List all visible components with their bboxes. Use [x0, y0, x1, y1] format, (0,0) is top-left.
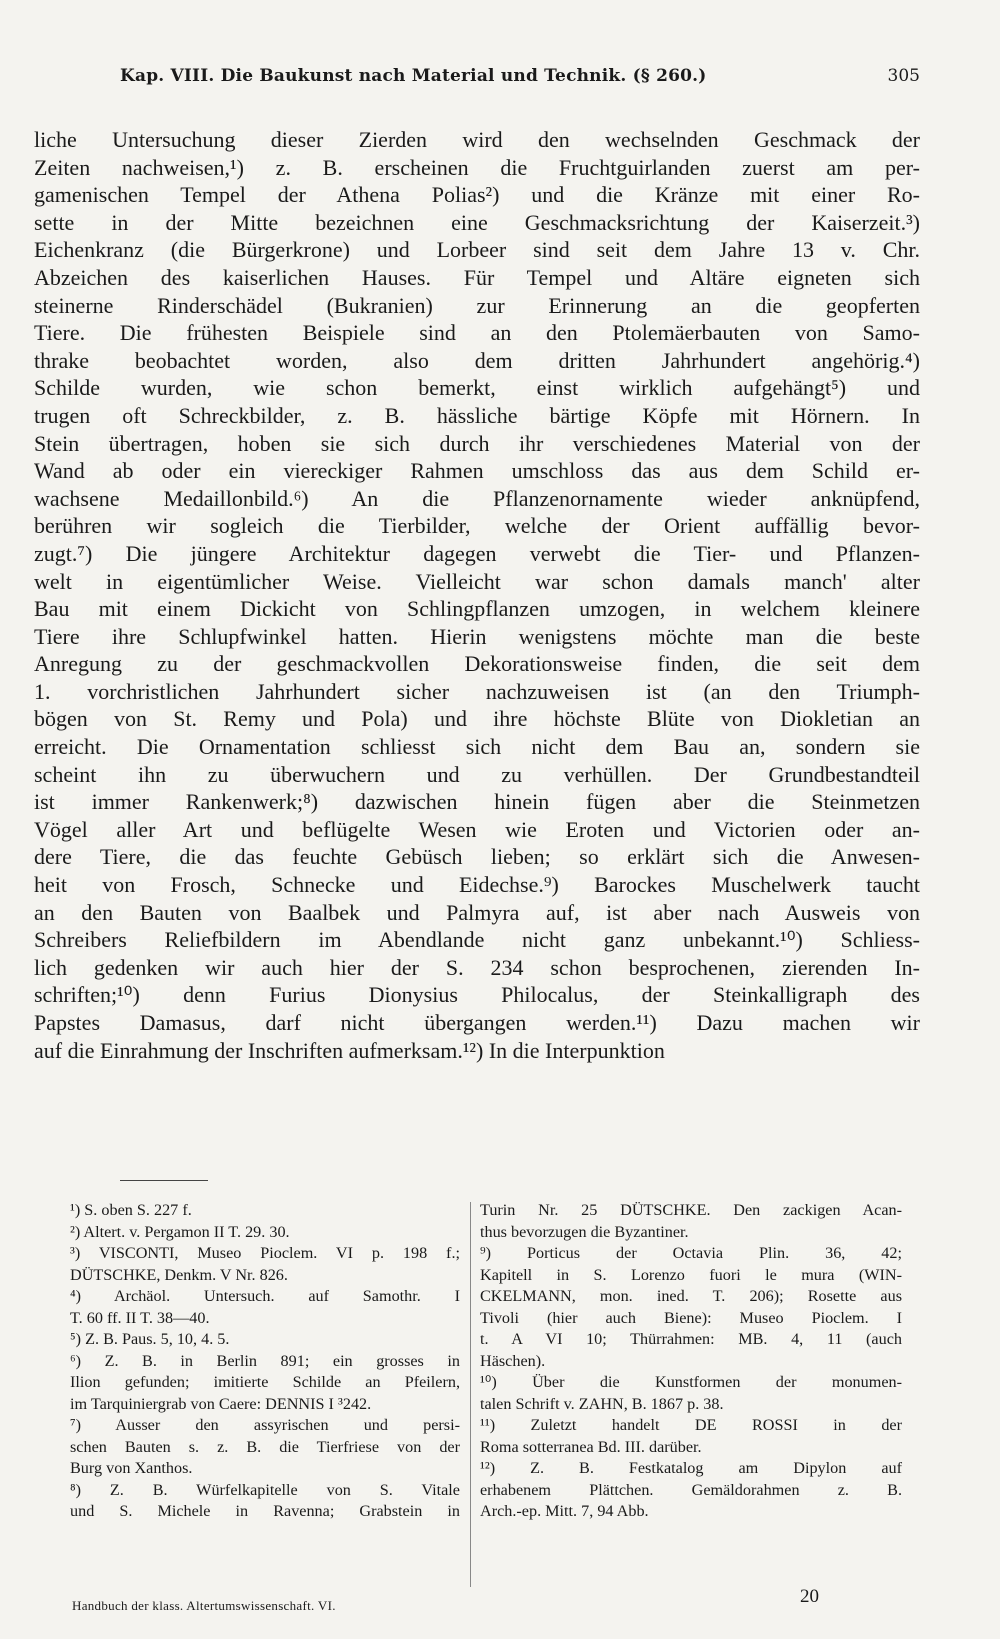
text-line: bögen von St. Remy und Pola) und ihre höchste Blüte von Diokletian an: [34, 706, 920, 732]
text-line: Bau mit einem Dickicht von Schlingpflanzen umzogen, in welchem kleinere: [34, 596, 920, 622]
footnotes-right-column: [480, 1200, 902, 1523]
footnote-line: Roma sotterranea Bd. III. darüber.: [480, 1437, 702, 1456]
text-line: auf die Einrahmung der Inschriften aufmerksam.¹²) In die Interpunktion: [34, 1037, 665, 1063]
text-line: zugt.⁷) Die jüngere Architektur dagegen verwebt die Tier- und Pflanzen-: [34, 540, 920, 566]
footnote-line: ¹) S. oben S. 227 f.: [70, 1201, 192, 1219]
text-line: an den Bauten von Baalbek und Palmyra auf, ist aber nach Ausweis von: [34, 899, 920, 925]
text-line: gamenischen Tempel der Athena Polias²) und die Kränze mit einer Ro-: [34, 182, 920, 208]
text-line: Schilde wurden, wie schon bemerkt, einst wirklich aufgehängt⁵) und: [34, 375, 920, 401]
footnote-line: Tivoli (hier auch Biene): Museo Pioclem. I: [480, 1308, 902, 1327]
footnote-line: ¹⁰) Über die Kunstformen der monumen-: [480, 1373, 902, 1391]
footnote-line: T. 60 ff. II T. 38—40.: [70, 1308, 210, 1327]
footnote-line: Häschen).: [480, 1351, 546, 1370]
footnote-line: Turin Nr. 25 DÜTSCHKE. Den zackigen Acan-: [480, 1201, 902, 1219]
text-line: Anregung zu der geschmackvollen Dekorationsweise finden, die seit dem: [34, 651, 920, 677]
chapter-title: Kap. VIII. Die Baukunst nach Material und Technik. (§ 260.): [120, 66, 707, 86]
footnote-line: ⁸) Z. B. Würfelkapitelle von S. Vitale: [70, 1480, 460, 1499]
text-line: liche Untersuchung dieser Zierden wird den wechselnden Geschmack der: [34, 127, 920, 152]
text-line: Tiere ihre Schlupfwinkel hatten. Hierin wenigstens möchte man die beste: [34, 623, 920, 649]
text-line: schriften;¹⁰) denn Furius Dionysius Philocalus, der Steinkalligraph des: [34, 982, 920, 1008]
footnotes-left-column: [70, 1200, 460, 1523]
footnote-line: ¹²) Z. B. Festkatalog am Dipylon auf: [480, 1459, 902, 1477]
footnote-line: Ilion gefunden; imitierte Schilde an Pfeilern,: [70, 1373, 460, 1391]
text-line: lich gedenken wir auch hier der S. 234 schon besprochenen, zierenden In-: [34, 954, 920, 980]
text-line: thrake beobachtet worden, also dem dritten Jahrhundert angehörig.⁴): [34, 347, 920, 373]
running-header: [120, 66, 920, 92]
footnote-line: ³) VISCONTI, Museo Pioclem. VI p. 198 f.;: [70, 1244, 460, 1262]
footnote-line: ⁵) Z. B. Paus. 5, 10, 4. 5.: [70, 1330, 230, 1348]
text-line: heit von Frosch, Schnecke und Eidechse.⁹) Barockes Muschelwerk taucht: [34, 872, 920, 898]
footnote-line: ⁹) Porticus der Octavia Plin. 36, 42;: [480, 1244, 902, 1262]
text-line: dere Tiere, die das feuchte Gebüsch lieben; so erklärt sich die Anwesen-: [34, 844, 920, 870]
text-line: Stein übertragen, hoben sie sich durch ihr verschiedenes Material von der: [34, 430, 920, 456]
main-text: [34, 126, 920, 1064]
column-divider: [470, 1202, 471, 1587]
text-line: welt in eigentümlicher Weise. Vielleicht war schon damals manch' alter: [34, 568, 920, 594]
text-line: 1. vorchristlichen Jahrhundert sicher nachzuweisen ist (an den Triumph-: [34, 678, 920, 704]
footnote-line: ²) Altert. v. Pergamon II T. 29. 30.: [70, 1222, 290, 1241]
page-number: 305: [887, 66, 920, 86]
footnote-line: ⁶) Z. B. in Berlin 891; ein grosses in: [70, 1351, 460, 1370]
text-line: Eichenkranz (die Bürgerkrone) und Lorbeer sind seit dem Jahre 13 v. Chr.: [34, 237, 920, 263]
footnote-line: schen Bauten s. z. B. die Tierfriese von der: [70, 1437, 460, 1456]
text-line: ist immer Rankenwerk;⁸) dazwischen hinein fügen aber die Steinmetzen: [34, 789, 920, 815]
text-line: Schreibers Reliefbildern im Abendlande nicht ganz unbekannt.¹⁰) Schliess-: [34, 927, 920, 953]
text-line: berühren wir sogleich die Tierbilder, welche der Orient auffällig bevor-: [34, 513, 920, 539]
footnote-separator: [120, 1180, 208, 1181]
text-line: sette in der Mitte bezeichnen eine Geschmacksrichtung der Kaiserzeit.³): [34, 209, 920, 235]
footnote-line: erhabenem Plättchen. Gemäldorahmen z. B.: [480, 1480, 902, 1499]
footnote-line: Kapitell in S. Lorenzo fuori le mura (WIN-: [480, 1265, 902, 1284]
footnote-line: talen Schrift v. ZAHN, B. 1867 p. 38.: [480, 1394, 724, 1413]
text-line: Abzeichen des kaiserlichen Hauses. Für Tempel und Altäre eigneten sich: [34, 264, 920, 290]
footnote-line: und S. Michele in Ravenna; Grabstein in: [70, 1502, 460, 1520]
footnote-line: ⁴) Archäol. Untersuch. auf Samothr. I: [70, 1287, 460, 1305]
footnote-line: im Tarquiniergrab von Caere: DENNIS I ³242.: [70, 1394, 372, 1413]
footnote-line: ⁷) Ausser den assyrischen und persi-: [70, 1416, 460, 1434]
signature-line: Handbuch der klass. Altertumswissenschaft. VI.: [72, 1598, 336, 1613]
text-line: Papstes Damasus, darf nicht übergangen werden.¹¹) Dazu machen wir: [34, 1010, 920, 1035]
text-line: Wand ab oder ein viereckiger Rahmen umschloss das aus dem Schild er-: [34, 458, 920, 484]
footnote-line: thus bevorzugen die Byzantiner.: [480, 1222, 689, 1241]
text-line: scheint ihn zu überwuchern und zu verhüllen. Der Grundbestandteil: [34, 761, 920, 787]
text-line: Vögel aller Art und beflügelte Wesen wie Eroten und Victorien oder an-: [34, 816, 920, 842]
footnote-line: Burg von Xanthos.: [70, 1459, 193, 1477]
footnote-line: ¹¹) Zuletzt handelt DE ROSSI in der: [480, 1416, 902, 1434]
footnote-line: t. A VI 10; Thürrahmen: MB. 4, 11 (auch: [480, 1330, 902, 1348]
footnote-line: DÜTSCHKE, Denkm. V Nr. 826.: [70, 1265, 288, 1284]
text-line: Tiere. Die frühesten Beispiele sind an den Ptolemäerbauten von Samo-: [34, 320, 920, 346]
text-line: trugen oft Schreckbilder, z. B. hässliche bärtige Köpfe mit Hörnern. In: [34, 402, 920, 428]
text-line: Zeiten nachweisen,¹) z. B. erscheinen die Fruchtguirlanden zuerst am per-: [34, 154, 920, 180]
footnote-line: CKELMANN, mon. ined. T. 206); Rosette aus: [480, 1287, 902, 1305]
text-line: wachsene Medaillonbild.⁶) An die Pflanzenornamente wieder anknüpfend,: [34, 485, 920, 511]
text-line: steinerne Rinderschädel (Bukranien) zur Erinnerung an die geopferten: [34, 292, 920, 318]
footnote-line: Arch.-ep. Mitt. 7, 94 Abb.: [480, 1502, 649, 1520]
signature-mark: 20: [800, 1586, 819, 1607]
text-line: erreicht. Die Ornamentation schliesst sich nicht dem Bau an, sondern sie: [34, 734, 920, 760]
